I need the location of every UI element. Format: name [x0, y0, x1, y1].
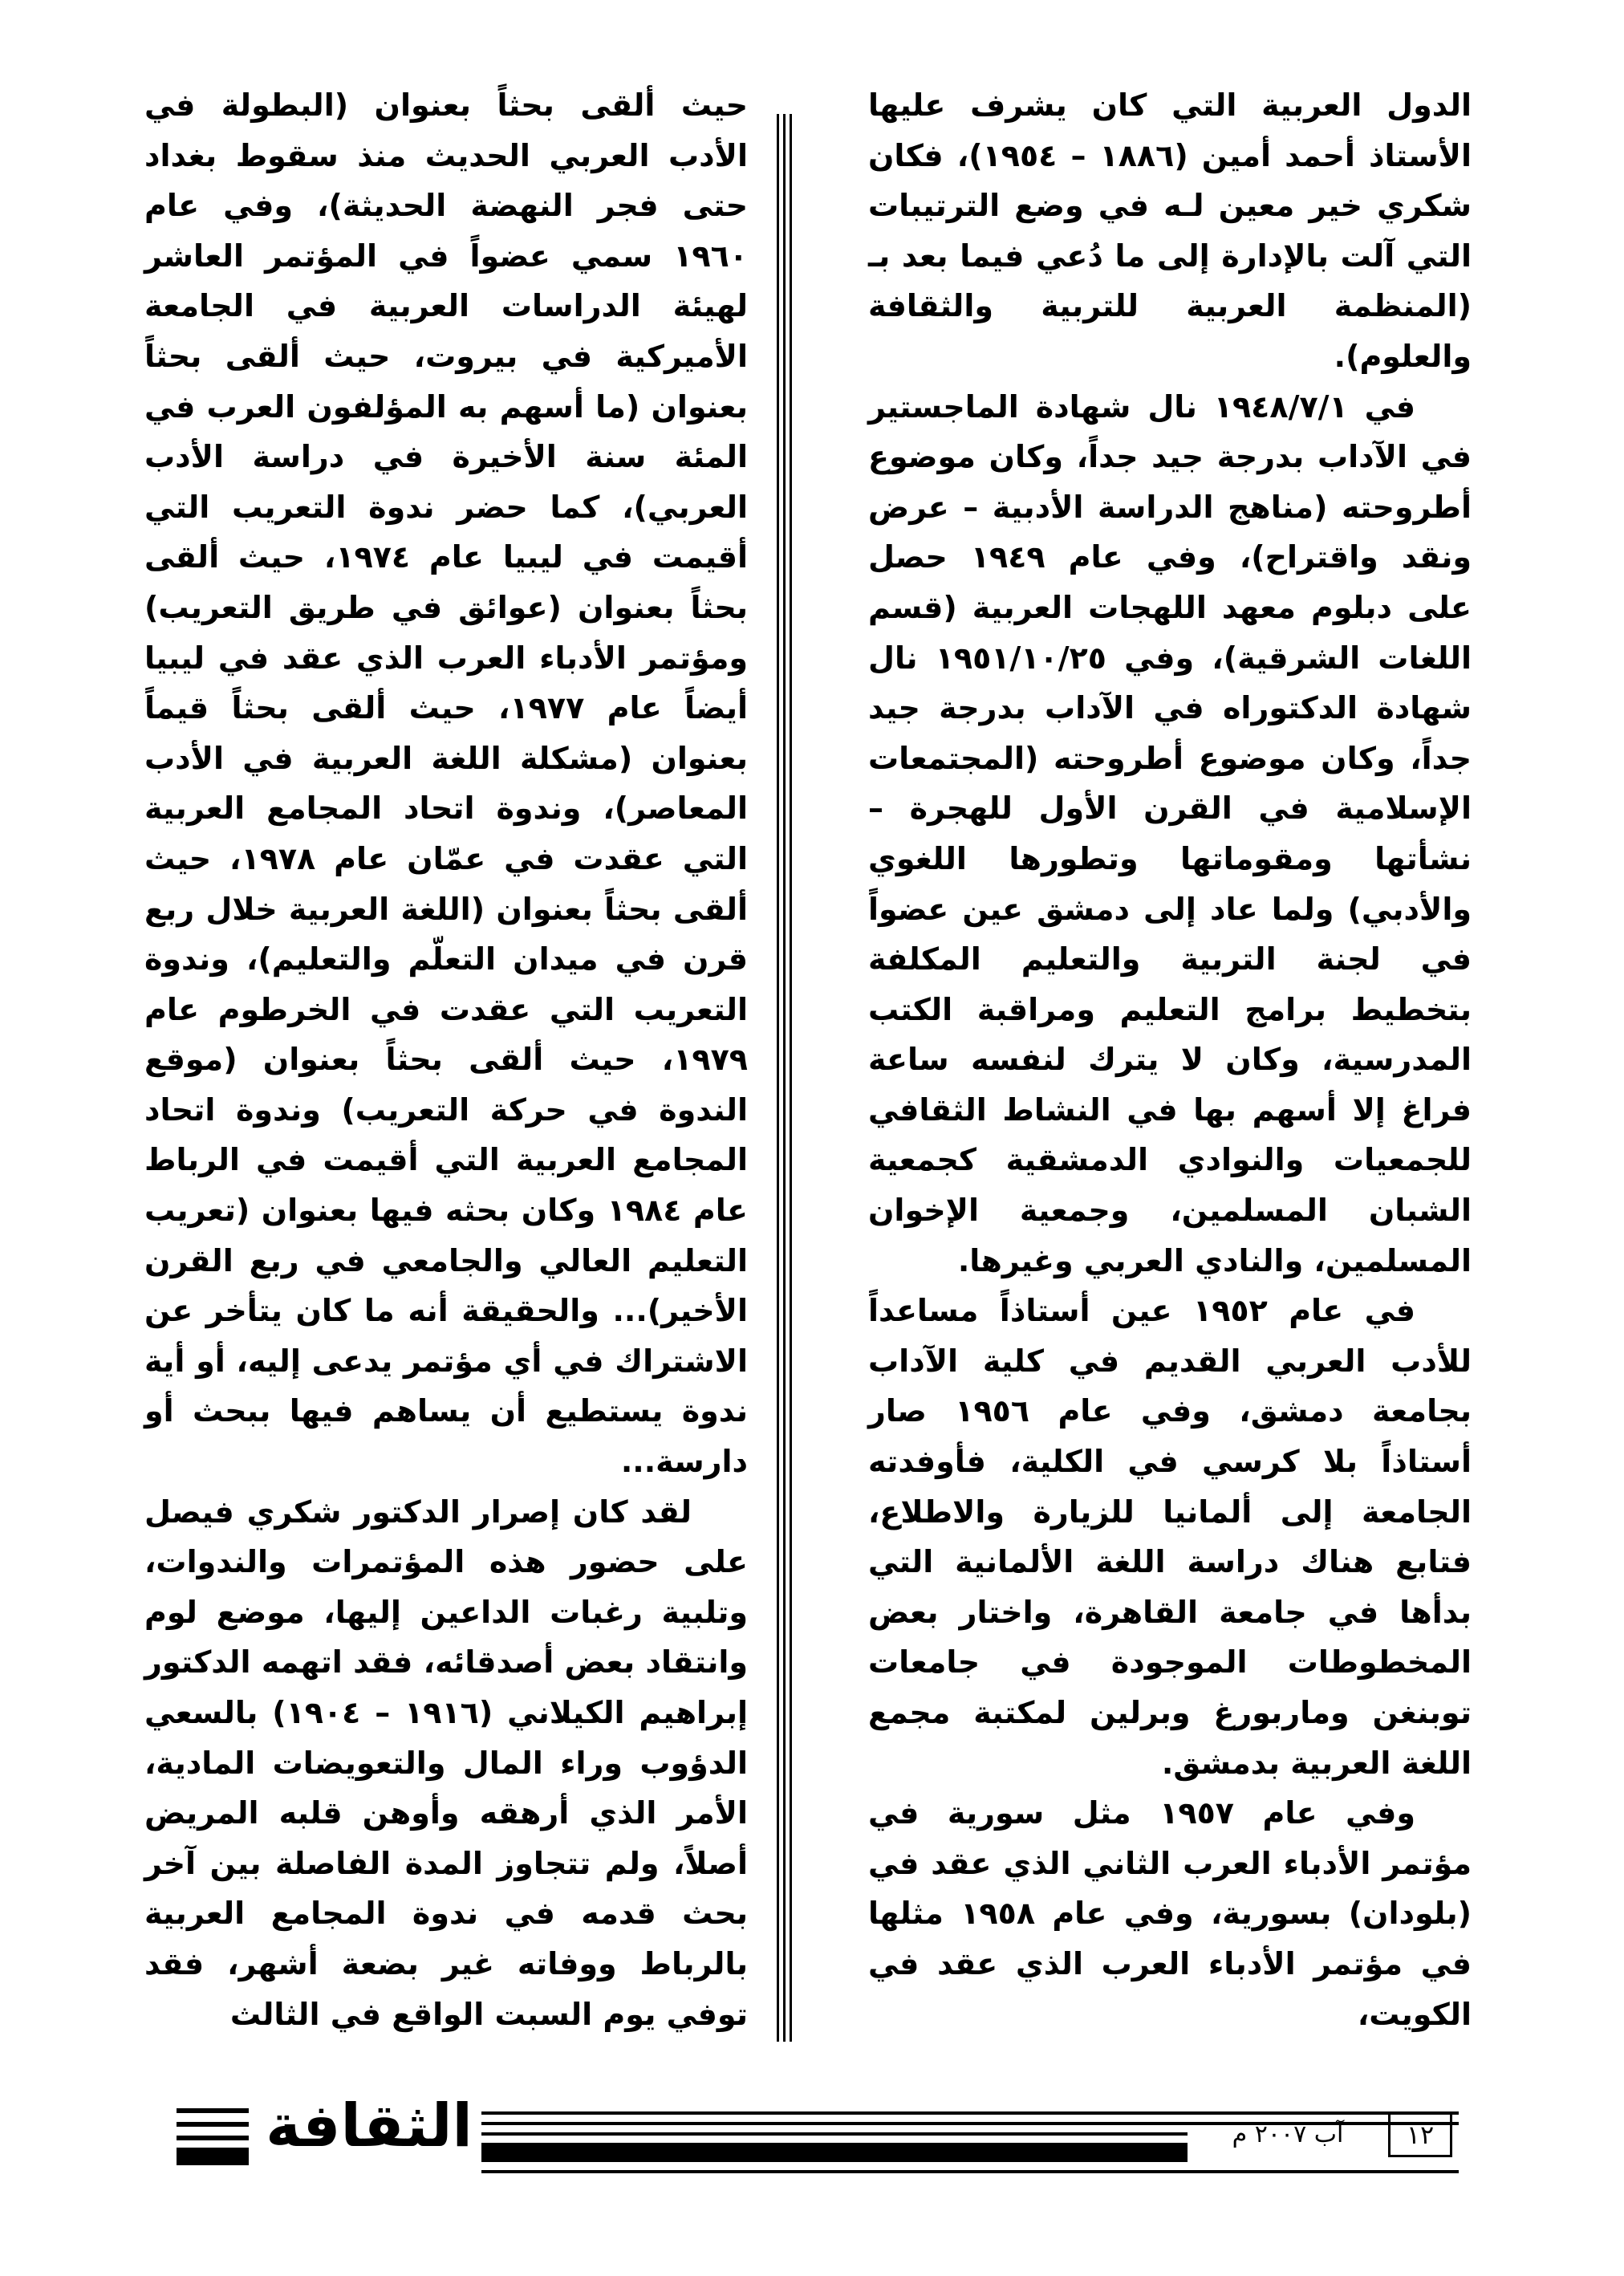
right-text-column — [868, 80, 1472, 2039]
paragraph: وفي عام ١٩٥٧ مثل سورية في مؤتمر الأدباء العرب الثاني الذي عقد في (بلودان) بسورية، وفي عام ١٩٥٨ مثلها في مؤتمر الأدباء العرب الذي عقد في الكويت، — [868, 1795, 1472, 2032]
paragraph: في عام ١٩٥٢ عين أستاذاً مساعداً للأدب العربي القديم في كلية الآداب بجامعة دمشق، وفي عام ١٩٥٦ صار أستاذاً بلا كرسي في الكلية، فأوفدته الجامعة إلى ألمانيا للزيارة والاطلاع، فتابع هناك دراسة اللغة الألمانية التي بدأها في جامعة القاهرة، واختار بعض المخطوطات الموجودة في جامعات توبنغن وماربورغ وبرلين لمكتبة مجمع اللغة العربية بدمشق. — [868, 1293, 1472, 1781]
footer-rule — [481, 2170, 1459, 2173]
footer-rule — [481, 2132, 1188, 2136]
footer-rule — [177, 2148, 249, 2165]
paragraph: في ١٩٤٨/٧/١ نال شهادة الماجستير في الآداب بدرجة جيد جداً، وكان موضوع أطروحته (مناهج الدراسة الأدبية – عرض ونقد واقتراح)، وفي عام ١٩٤٩ حصل على دبلوم معهد اللهجات العربية (قسم اللغات الشرقية)، وفي ١٩٥١/١٠/٢٥ نال شهادة الدكتوراه في الآداب بدرجة جيد جداً، وكان موضوع أطروحته (المجتمعات الإسلامية في القرن الأول للهجرة – نشأتها ومقوماتها وتطورها اللغوي والأدبي) ولما عاد إلى دمشق عين عضواً في لجنة التربية والتعليم المكلفة بتخطيط برامج التعليم ومراقبة الكتب المدرسية، وكان لا يترك لنفسه ساعة فراغ إلا أسهم بها في النشاط الثقافي للجمعيات والنوادي الدمشقية كجمعية الشبان المسلمين، وجمعية الإخوان المسلمين، والنادي العربي وغيرها. — [868, 388, 1472, 1278]
left-text-column — [144, 80, 748, 2039]
column-divider — [777, 114, 779, 2042]
footer-rule — [481, 2143, 1188, 2162]
column-divider — [790, 114, 792, 2042]
paragraph: الدول العربية التي كان يشرف عليها الأستاذ أحمد أمين (١٨٨٦ – ١٩٥٤)، فكان شكري خير معين لـه في وضع الترتيبات التي آلت بالإدارة إلى ما دُعي فيما بعد بـ (المنظمة العربية للتربية والثقافة والعلوم). — [868, 87, 1472, 374]
magazine-logo: الثقافة — [266, 2091, 473, 2160]
paragraph: حيث ألقى بحثاً بعنوان (البطولة في الأدب العربي الحديث منذ سقوط بغداد حتى فجر النهضة الحديثة)، وفي عام ١٩٦٠ سمي عضواً في المؤتمر العاشر لهيئة الدراسات العربية في الجامعة الأميركية في بيروت، حيث ألقى بحثاً بعنوان (ما أسهم به المؤلفون العرب في المئة سنة الأخيرة في دراسة الأدب العربي)، كما حضر ندوة التعريب التي أقيمت في ليبيا عام ١٩٧٤، حيث ألقى بحثاً بعنوان (عوائق في طريق التعريب) ومؤتمر الأدباء العرب الذي عقد في ليبيا أيضاً عام ١٩٧٧، حيث ألقى بحثاً قيماً بعنوان (مشكلة اللغة العربية في الأدب المعاصر)، وندوة اتحاد المجامع العربية التي عقدت في عمّان عام ١٩٧٨، حيث ألقى بحثاً بعنوان (اللغة العربية خلال ربع قرن في ميدان التعلّم والتعليم)، وندوة التعريب التي عقدت في الخرطوم عام ١٩٧٩، حيث ألقى بحثاً بعنوان (موقع الندوة في حركة التعريب) وندوة اتحاد المجامع العربية التي أقيمت في الرباط عام ١٩٨٤ وكان بحثه فيها بعنوان (تعريب التعليم العالي والجامعي في ربع القرن الأخير)... والحقيقة أنه ما كان يتأخر عن الاشتراك في أي مؤتمر يدعى إليه، أو أية ندوة يستطيع أن يساهم فيها ببحث أو دارسة... — [144, 87, 749, 1480]
issue-date: آب ٢٠٠٧ م — [1232, 2120, 1344, 2148]
footer-rule — [177, 2122, 249, 2127]
paragraph: لقد كان إصرار الدكتور شكري فيصل على حضور هذه المؤتمرات والندوات، وتلبية رغبات الداعين إليها، موضع لوم وانتقاد بعض أصدقائه، فقد اتهمه الدكتور إبراهيم الكيلاني (١٩١٦ – ١٩٠٤) بالسعي الدؤوب وراء المال والتعويضات المادية، الأمر الذي أرهقه وأوهن قلبه المريض أصلاً، ولم تتجاوز المدة الفاصلة بين آخر بحث قدمه في ندوة المجامع العربية بالرباط ووفاته غير بضعة أشهر، فقد توفي يوم السبت الواقع في الثالث — [144, 1494, 749, 2032]
footer-rule — [481, 2111, 1459, 2115]
footer-rule — [177, 2108, 249, 2113]
column-divider — [783, 114, 786, 2042]
page-number: ١٢ — [1388, 2112, 1452, 2157]
footer-rule — [177, 2136, 249, 2140]
